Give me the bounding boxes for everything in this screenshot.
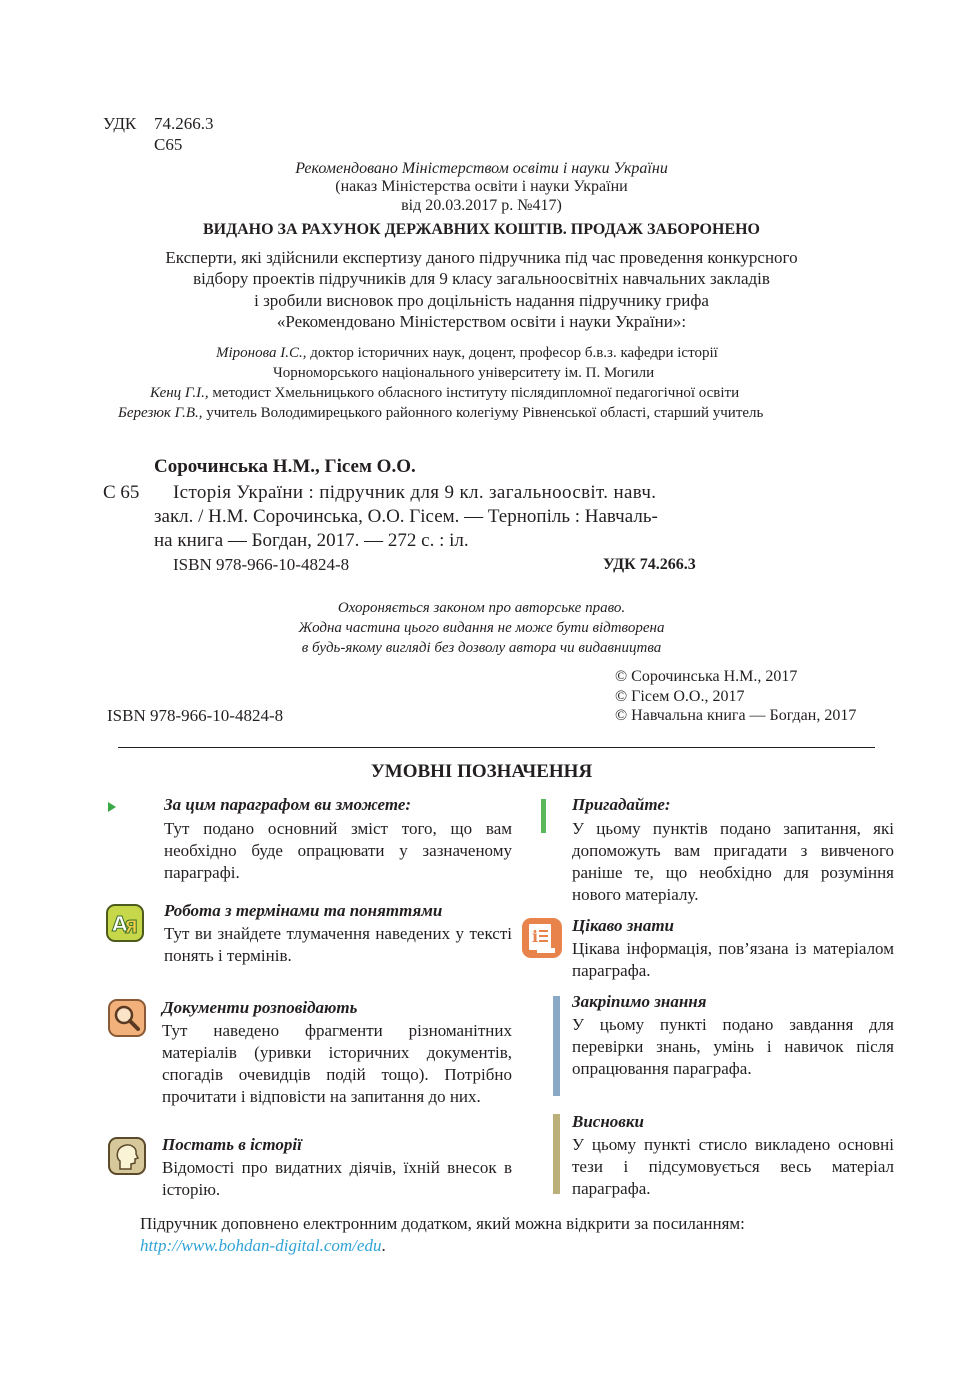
copyright-3: © Навчальна книга — Богдан, 2017: [615, 707, 857, 724]
biblio-line-2: закл. / Н.М. Сорочинська, О.О. Гісем. — Тернопіль : Навчаль-: [154, 506, 658, 527]
copyright-notice-3: в будь-якому вигляді без дозволу автора чи видавництва: [301, 640, 662, 656]
legend-item-title: Цікаво знати: [572, 916, 675, 935]
legend-item-title: Пригадайте:: [572, 795, 671, 814]
footer-link[interactable]: http://www.bohdan-digital.com/edu: [140, 1236, 382, 1255]
experts-intro-3: і зробили висновок про доцільність надання підручнику грифа: [254, 291, 709, 310]
legend-item-text: Цікава інформація, пов’язана із матеріалом параграфа.: [572, 939, 894, 980]
isbn-bottom: ISBN 978-966-10-4824-8: [107, 706, 284, 725]
experts-intro-2: відбору проектів підручників для 9 класу загальноосвітніх навчальних закладів: [193, 269, 770, 288]
green-triangle-icon: [108, 802, 116, 812]
copyright-notice-2: Жодна частина цього видання не може бути відтворена: [298, 620, 665, 636]
footer-dot: .: [381, 1236, 386, 1255]
legend-item-title: Постать в історії: [162, 1135, 302, 1154]
legend-item-title: За цим параграфом ви зможете:: [164, 795, 412, 814]
expert-name: Кенц Г.І.,: [150, 385, 209, 401]
biblio-isbn: ISBN 978-966-10-4824-8: [173, 555, 350, 574]
green-bar-icon: [541, 799, 546, 833]
recommendation-line-1: Рекомендовано Міністерством освіти і науки України: [295, 160, 668, 177]
expert-desc: учитель Володимирецького районного колегіуму Рівненської області, старший учитель: [202, 405, 764, 421]
legend-item-text: У цьому пункті стисло викладено основні тези і підсумовується весь матеріал параграфа.: [572, 1135, 894, 1198]
funding-notice: ВИДАНО ЗА РАХУНОК ДЕРЖАВНИХ КОШТІВ. ПРОДАЖ ЗАБОРОНЕНО: [202, 221, 760, 238]
legend-item-title: Робота з термінами та поняттями: [164, 901, 443, 920]
biblio-authors: Сорочинська Н.М., Гісем О.О.: [154, 456, 416, 477]
footer-link-line: [140, 1236, 386, 1256]
biblio-udc: УДК 74.266.3: [603, 556, 696, 573]
expert-2: [150, 385, 739, 402]
copyright-notice-1: Охороняється законом про авторське право.: [337, 600, 626, 616]
expert-3: [118, 405, 763, 422]
info-icon: [522, 918, 562, 958]
legend-item-text: Відомості про видатних діячів, їхній внесок в історію.: [162, 1158, 512, 1199]
legend-title: УМОВНІ ПОЗНАЧЕННЯ: [370, 761, 593, 782]
divider: [118, 747, 875, 748]
olive-bar-icon: [553, 1114, 560, 1194]
expert-name: Березюк Г.В.,: [118, 405, 203, 421]
legend-item-text: Тут подано основний зміст того, що вам необхідно буде опрацювати у зазначеному параграфі.: [164, 819, 512, 882]
udc-label: УДК: [103, 114, 137, 133]
copyright-1: © Сорочинська Н.М., 2017: [615, 668, 798, 685]
udc-cutter: С65: [154, 135, 183, 154]
expert-1-cont: [273, 365, 654, 382]
copyright-2: © Гісем О.О., 2017: [615, 688, 745, 705]
udc-code: 74.266.3: [154, 114, 214, 133]
experts-intro-4: «Рекомендовано Міністерством освіти і науки України»:: [276, 312, 687, 331]
footer-text: Підручник доповнено електронним додатком, який можна відкрити за посиланням:: [140, 1214, 745, 1233]
legend-item-text: У цьому пунктів подано запитання, які допоможуть вам пригадати з вивченого раніше те, що необхідно для розуміння нового матеріалу.: [572, 819, 894, 904]
legend-item-title: Документи розповідають: [162, 998, 358, 1017]
ay-letters-icon: [106, 904, 144, 942]
svg-text:А: А: [112, 912, 128, 936]
biblio-line-1: Історія України : підручник для 9 кл. загальноосвіт. навч.: [173, 482, 657, 503]
biblio-line-3: на книга — Богдан, 2017. — 272 с. : іл.: [154, 530, 469, 551]
legend-item-text: У цьому пункті подано завдання для перевірки знань, умінь і навичок після опрацювання параграфа.: [572, 1015, 894, 1078]
expert-1: [216, 345, 718, 362]
legend-item-title: Висновки: [572, 1112, 644, 1131]
expert-name: Міронова І.С.,: [216, 345, 307, 361]
legend-item-title: Закріпимо знання: [572, 992, 707, 1011]
biblio-cutter: С 65: [103, 482, 140, 503]
magnifier-icon: [108, 999, 146, 1037]
svg-text:Я: Я: [124, 917, 138, 938]
svg-text:i: i: [532, 927, 539, 946]
recommendation-line-3: від 20.03.2017 р. №417): [401, 197, 562, 214]
expert-desc: Чорноморського національного університету ім. П. Могили: [273, 365, 655, 381]
blue-bar-icon: [553, 996, 560, 1096]
legend-item-text: Тут ви знайдете тлумачення наведених у тексті понять і термінів.: [164, 924, 512, 965]
expert-desc: доктор історичних наук, доцент, професор б.в.з. кафедри історії: [306, 345, 718, 361]
experts-intro-1: Експерти, які здійснили експертизу даного підручника під час проведення конкурсного: [165, 248, 798, 267]
recommendation-line-2: (наказ Міністерства освіти і науки України: [335, 178, 628, 195]
head-profile-icon: [108, 1137, 146, 1175]
legend-item-text: Тут наведено фрагменти різноманітних матеріалів (уривки історичних документів, спогадів очевидців подій тощо). Потрібно прочитати і відповісти на запитання до них.: [162, 1021, 512, 1106]
expert-desc: методист Хмельницького обласного інституту післядипломної педагогічної освіти: [208, 385, 740, 401]
